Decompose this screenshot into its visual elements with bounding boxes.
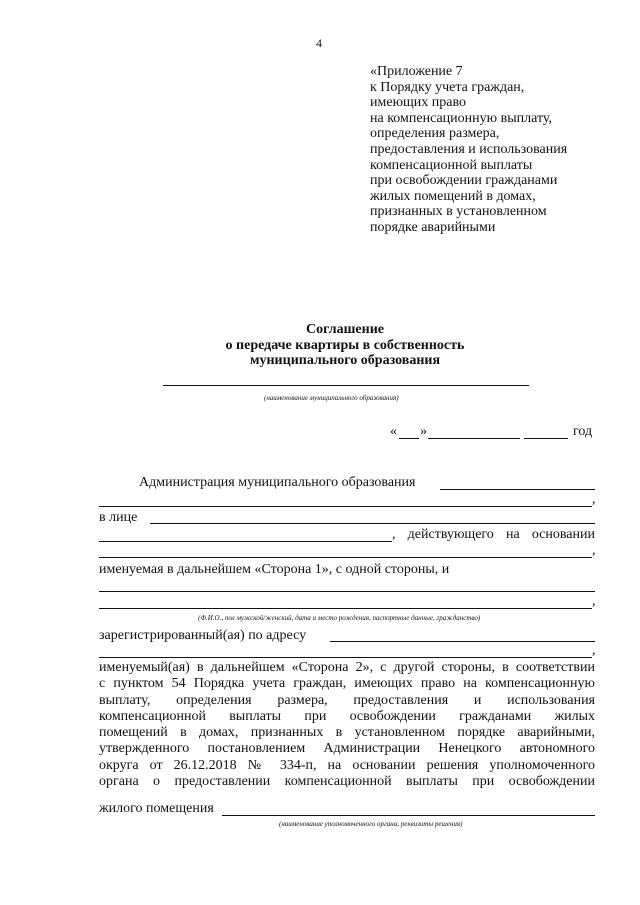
appendix-line: при освобождении гражданами xyxy=(370,173,558,189)
paragraph-line: именуемый(ая) в дальнейшем «Сторона 2», с другой стороны, в соответствии xyxy=(99,660,595,675)
person-blank-2[interactable] xyxy=(99,608,592,609)
administration-blank-2[interactable] xyxy=(99,506,592,507)
appendix-line: жилых помещений в домах, xyxy=(370,188,536,204)
appendix-line: на компенсационную выплату, xyxy=(370,110,552,126)
administration-label: Администрация муниципального образования xyxy=(139,475,416,490)
title-line: муниципального образования xyxy=(249,353,441,368)
address-blank[interactable] xyxy=(330,641,595,642)
date-close-quote: » xyxy=(420,424,427,439)
date-year-label: год xyxy=(573,424,593,439)
authority-blank[interactable] xyxy=(222,815,595,816)
authority-caption: (наименование уполномоченного органа, реквизиты решения) xyxy=(279,820,463,828)
title-line: о передаче квартиры в собственность xyxy=(225,337,465,353)
address-blank-2[interactable] xyxy=(99,657,592,658)
agreement-paragraph xyxy=(99,660,595,790)
date-month-blank[interactable] xyxy=(428,438,520,439)
residential-label: жилого помещения xyxy=(99,801,214,816)
registered-label: зарегистрированный(ая) по адресу xyxy=(99,628,307,643)
comma: , xyxy=(592,594,596,609)
in-person-label: в лице xyxy=(99,510,138,525)
date-day-blank[interactable] xyxy=(399,438,419,439)
appendix-line: компенсационной выплаты xyxy=(370,157,533,173)
appendix-header xyxy=(370,64,567,236)
municipality-caption: (наименование муниципального образования) xyxy=(264,394,399,402)
appendix-line: порядке аварийными xyxy=(370,219,496,235)
comma: , xyxy=(592,492,596,507)
appendix-line: предоставления и использования xyxy=(370,141,568,157)
paragraph-line: округа от 26.12.2018 № 334-п, на основании решения уполномоченного xyxy=(99,757,595,773)
paragraph-line: компенсационной выплаты при освобождении гражданами жилых xyxy=(99,708,595,724)
date-open-quote: « xyxy=(390,424,397,439)
paragraph-line: органа о предоставлении компенсационной выплаты при освобождении xyxy=(99,774,595,790)
municipality-name-line[interactable] xyxy=(163,385,529,386)
person-blank-1[interactable] xyxy=(99,591,595,592)
acting-basis-blank[interactable] xyxy=(99,557,592,558)
administration-blank[interactable] xyxy=(440,489,595,490)
appendix-line: определения размера, xyxy=(370,126,500,142)
paragraph-line: выплату, определения размера, предоставления и использования xyxy=(99,692,595,708)
person-caption: (Ф.И.О., пол мужской/женский, дата и место рождения, паспортные данные, гражданство) xyxy=(198,614,481,622)
paragraph-line: с пунктом 54 Порядка учета граждан, имеющих право на компенсационную xyxy=(99,676,595,692)
paragraph-line: утвержденного постановлением Администрации Ненецкого автономного xyxy=(99,741,595,757)
date-year-blank[interactable] xyxy=(524,438,568,439)
comma: , xyxy=(592,643,596,658)
title-line: Соглашение xyxy=(306,322,384,337)
page-number: 4 xyxy=(316,36,322,50)
appendix-line: имеющих право xyxy=(370,95,467,111)
document-title xyxy=(0,322,640,369)
paragraph-line: помещений в домах, признанных в установленном порядке аварийными, xyxy=(99,725,595,741)
in-person-blank-2[interactable] xyxy=(99,541,392,542)
appendix-line: признанных в установленном xyxy=(370,204,547,220)
in-person-blank[interactable] xyxy=(150,523,595,524)
acting-basis-label: , действующего на основании xyxy=(392,527,595,542)
party1-text: именуемая в дальнейшем «Сторона 1», с одной стороны, и xyxy=(99,562,450,577)
appendix-line: «Приложение 7 xyxy=(370,64,463,79)
appendix-line: к Порядку учета граждан, xyxy=(370,79,525,95)
comma: , xyxy=(592,543,596,558)
